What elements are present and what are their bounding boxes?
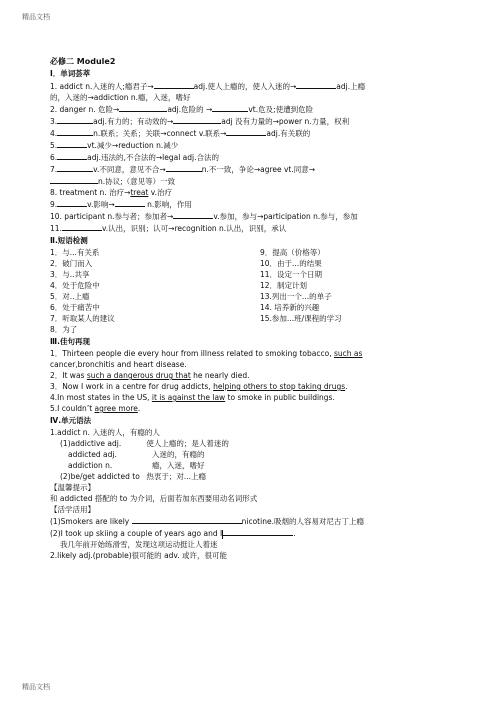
grammar-row: (2)be/get addicted to 热衷于；对...上瘾 — [60, 472, 207, 481]
phrase-item: 15.参加...班/课程的学习 — [260, 314, 342, 323]
answer-blank[interactable] — [226, 127, 266, 136]
study-title: 【活学活用】 — [50, 505, 95, 514]
answer-blank[interactable] — [173, 210, 213, 219]
phrase-item: 1．与...有关系 — [50, 248, 100, 257]
phrase-item: 10．由于...的结果 — [260, 259, 322, 268]
phrase-list — [50, 247, 450, 335]
answer-blank[interactable] — [57, 115, 93, 124]
answer-blank[interactable] — [296, 80, 336, 89]
answer-blank[interactable] — [50, 175, 98, 184]
phrase-column-left — [50, 247, 260, 335]
phrase-item: 13.列出一个...的单子 — [260, 292, 332, 301]
vocab-item-1-cont: 的，入迷的→addiction n.瘾，入迷，嗜好 — [50, 93, 191, 102]
vocab-item-5: 5. vt.减少→reduction n.减少 — [50, 141, 179, 150]
answer-blank[interactable] — [57, 139, 87, 148]
vocab-item-3: 3. adj.有力的；有动效的→ adj 没有力量的→power n.力量，权利 — [50, 117, 350, 126]
vocab-item-7-cont: n.协议;（意见等）一致 — [50, 175, 450, 187]
document-title: 必修二 Module2 — [50, 57, 116, 66]
section-phrases-title: Ⅱ.短语检测 — [50, 236, 88, 245]
phrase-column-right — [260, 247, 342, 335]
answer-blank[interactable] — [57, 151, 87, 160]
phrase-item: 9．提高（价格等） — [260, 248, 325, 257]
page-header: 精品文档 — [22, 13, 50, 21]
grammar-point-2: 2.likely adj.(probable)很可能的 adv. 或许，很可能 — [50, 551, 228, 560]
answer-blank[interactable] — [166, 163, 202, 172]
section-sentences-title: Ⅲ.佳句再现 — [50, 337, 90, 346]
vocab-item-2: 2. danger n. 危险→ adj.危险的 → vt.危及;使遭到危险 — [50, 105, 314, 114]
grammar-point-1: 1.addict n. 入迷的人，有瘾的人 — [50, 428, 160, 437]
phrase-item: 11．设定一个日期 — [260, 270, 323, 279]
sentence-2: 2．It was such a dangerous drug that he nearly died. — [50, 371, 250, 380]
grammar-row: addiction n. 瘾，入迷，嗜好 — [68, 461, 205, 470]
exercise-1: (1)Smokers are likely nicotine.吸烟的人容易对尼古丁上瘾 — [50, 517, 364, 526]
tip-title: 【温馨提示】 — [50, 483, 95, 492]
answer-blank[interactable] — [57, 163, 93, 172]
section-vocabulary-title: Ⅰ．单词荟萃 — [50, 69, 91, 78]
grammar-row: (1)addictive adj. 使人上瘾的；是人着迷的 — [60, 439, 229, 448]
answer-blank[interactable] — [115, 198, 145, 207]
sentence-4: 4.In most states in the US, it is against the law to smoke in public buildings. — [50, 393, 335, 402]
exercise-2: (2)I took up skiing a couple of years ago and I . — [50, 529, 296, 538]
vocab-item-7: 7. v.不同意，意见不合→ n.不一致，争论→agree vt.同意→ — [50, 165, 316, 174]
section-grammar-title: Ⅳ.单元语法 — [50, 416, 92, 425]
vocab-item-4: 4. n.联系；关系；关联→connect v.联系→ adj.有关联的 — [50, 129, 311, 138]
phrase-item: 7．听取某人的建议 — [50, 314, 115, 323]
grammar-row: addicted adj. 入迷的，有瘾的 — [68, 450, 205, 459]
vocab-item-8: 8. treatment n. 治疗→treat v.治疗 — [50, 188, 172, 197]
answer-blank[interactable] — [132, 515, 242, 524]
phrase-item: 12．制定计划 — [260, 281, 308, 290]
vocab-item-10: 10. participant n.参与者；参加者→ v.参加，参与→participation n.参与，参加 — [50, 212, 358, 221]
document-body — [50, 56, 450, 561]
sentence-1: 1．Thirteen people die every hour from illness related to smoking tobacco, such as cancer,bronchitis and heart disease. — [50, 349, 363, 369]
answer-blank[interactable] — [119, 103, 167, 112]
sentence-5: 5.I couldn’t agree more. — [50, 404, 141, 413]
sentence-3: 3．Now I work in a centre for drug addicts, helping others to stop taking drugs. — [50, 382, 348, 391]
phrase-item: 6．处于痛苦中 — [50, 303, 100, 312]
page-footer: 精品文档 — [22, 683, 50, 691]
answer-blank[interactable] — [212, 103, 248, 112]
vocab-item-6: 6. adj.违法的,不合法的→legal adj.合法的 — [50, 153, 219, 162]
phrase-item: 2．破门而入 — [50, 259, 93, 268]
exercise-2-translation: 我几年前开始练滑雪，发现这项运动挺让人着迷 — [60, 540, 218, 549]
vocab-item-11: 11. v.认出，识别；认可→recognition n.认出，识别，承认 — [50, 224, 287, 233]
vocab-item-1: 1. addict n.入迷的人;瘾君子→ adj.使人上瘾的，使人入迷的→ adj.上瘾 — [50, 82, 366, 91]
phrase-item: 4．处于危险中 — [50, 281, 100, 290]
phrase-item: 14. 培养新的兴趣 — [260, 303, 320, 312]
answer-blank[interactable] — [173, 115, 221, 124]
phrase-item: 3．与..共享 — [50, 270, 90, 279]
phrase-item: 5．对..上瘾 — [50, 292, 90, 301]
answer-blank[interactable] — [223, 527, 293, 536]
tip-text: 和 addicted 搭配的 to 为介词，后面若加东西要用动名词形式 — [50, 494, 258, 503]
phrase-item: 8．为了 — [50, 325, 78, 334]
answer-blank[interactable] — [57, 127, 93, 136]
answer-blank[interactable] — [57, 198, 87, 207]
vocab-item-9: 9. v.影响→ n.影响，作用 — [50, 200, 192, 209]
answer-blank[interactable] — [62, 222, 102, 231]
answer-blank[interactable] — [154, 80, 194, 89]
